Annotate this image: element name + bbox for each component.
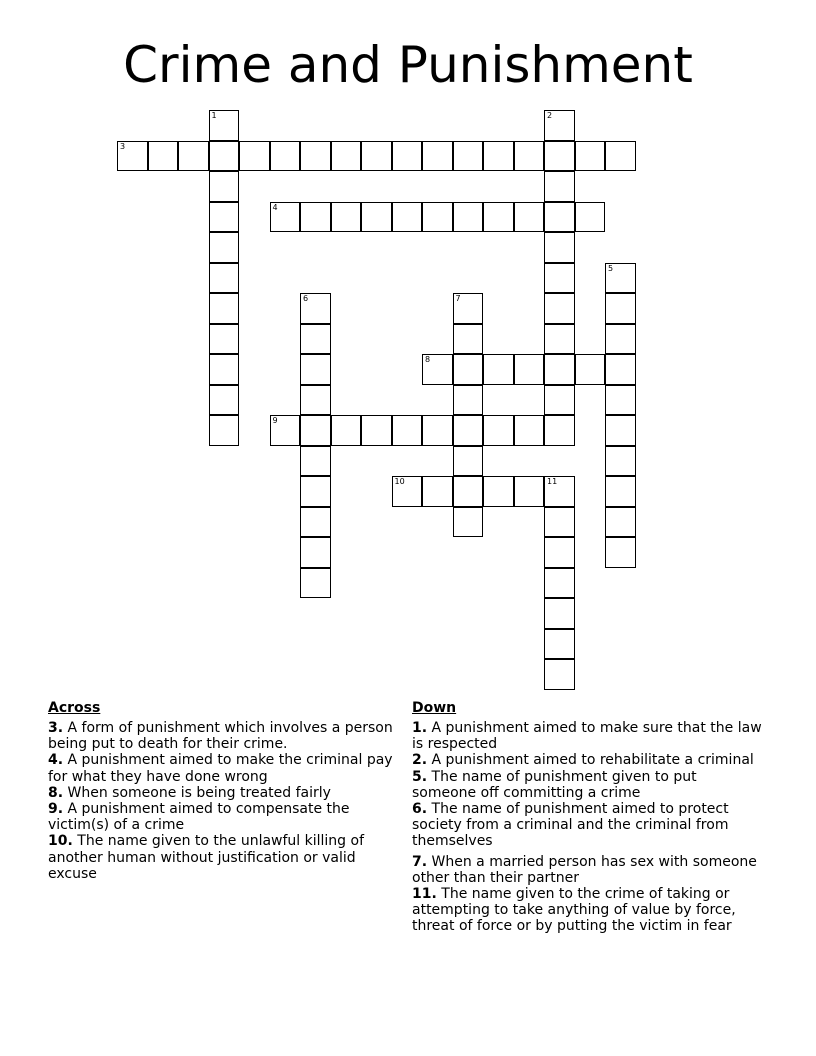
grid-cell[interactable] (392, 415, 423, 446)
down-clue-11 (412, 886, 762, 935)
across-clue-8 (48, 785, 393, 801)
cell-number: 7 (455, 294, 461, 303)
grid-cell[interactable] (605, 293, 636, 324)
clue-text: A punishment aimed to rehabilitate a criminal (431, 752, 754, 769)
across-heading: Across (48, 700, 101, 716)
grid-cell[interactable] (544, 415, 575, 446)
grid-cell[interactable] (453, 385, 484, 416)
clue-text: A punishment aimed to compensate the victim(s) of a crime (48, 801, 350, 834)
cell-number: 5 (608, 263, 614, 273)
grid-cell[interactable] (300, 354, 331, 385)
down-heading: Down (412, 700, 457, 716)
grid-cell[interactable] (300, 293, 331, 324)
across-clue-3 (48, 720, 393, 752)
grid-cell[interactable] (605, 507, 636, 538)
clue-number: 11. (412, 886, 437, 903)
grid-cell[interactable] (209, 141, 240, 172)
grid-cell[interactable] (300, 415, 331, 446)
grid-cell[interactable] (544, 324, 575, 355)
grid-cell[interactable] (453, 507, 484, 538)
grid-cell[interactable] (300, 141, 331, 172)
grid-cell[interactable] (514, 354, 545, 385)
grid-cell[interactable] (117, 141, 148, 172)
grid-cell[interactable] (239, 141, 270, 172)
across-clue-9 (48, 801, 393, 833)
grid-cell[interactable] (514, 202, 545, 233)
grid-cell[interactable] (453, 324, 484, 355)
grid-cell[interactable] (544, 568, 575, 599)
grid-cell[interactable] (544, 293, 575, 324)
down-clues (412, 700, 762, 935)
grid-cell[interactable] (605, 446, 636, 477)
page-title: Crime and Punishment (123, 36, 693, 94)
down-clue-1 (412, 720, 762, 752)
grid-cell[interactable] (422, 354, 453, 385)
grid-cell[interactable] (209, 324, 240, 355)
grid-cell[interactable] (270, 202, 301, 233)
across-clue-10 (48, 833, 393, 882)
cell-number: 8 (425, 355, 431, 364)
grid-cell[interactable] (361, 141, 392, 172)
grid-cell[interactable] (300, 476, 331, 507)
grid-cell[interactable] (544, 263, 575, 294)
grid-cell[interactable] (422, 476, 453, 507)
grid-cell[interactable] (422, 141, 453, 172)
clue-number: 4. (48, 752, 64, 769)
grid-cell[interactable] (300, 537, 331, 568)
clue-number: 8. (48, 784, 64, 801)
grid-cell[interactable] (605, 385, 636, 416)
grid-cell[interactable] (544, 354, 575, 385)
grid-cell[interactable] (453, 446, 484, 477)
grid-cell[interactable] (209, 415, 240, 446)
grid-cell[interactable] (453, 354, 484, 385)
grid-cell[interactable] (483, 354, 514, 385)
crossword-grid (117, 110, 639, 693)
cell-number: 3 (120, 141, 126, 151)
grid-cell[interactable] (605, 476, 636, 507)
clue-text: When someone is being treated fairly (67, 784, 331, 801)
grid-cell[interactable] (270, 415, 301, 446)
cell-number: 6 (303, 294, 309, 303)
grid-cell[interactable] (392, 476, 423, 507)
clue-number: 9. (48, 801, 64, 818)
grid-cell[interactable] (331, 202, 362, 233)
cell-number: 1 (211, 111, 217, 120)
grid-cell[interactable] (453, 415, 484, 446)
down-clue-5 (412, 769, 762, 801)
down-clue-7 (412, 854, 762, 886)
clue-number: 6. (412, 801, 428, 818)
grid-cell[interactable] (605, 415, 636, 446)
grid-cell[interactable] (331, 141, 362, 172)
clue-text: The name given to the unlawful killing of another human without justification or valid excuse (48, 833, 365, 882)
clue-text: A punishment aimed to make sure that the law is respected (412, 720, 762, 753)
grid-cell[interactable] (209, 202, 240, 233)
grid-cell[interactable] (544, 141, 575, 172)
grid-cell[interactable] (544, 202, 575, 233)
grid-cell[interactable] (514, 141, 545, 172)
grid-cell[interactable] (544, 598, 575, 629)
grid-cell[interactable] (300, 446, 331, 477)
grid-cell[interactable] (544, 629, 575, 660)
grid-cell[interactable] (209, 263, 240, 294)
clue-number: 3. (48, 720, 64, 736)
grid-cell[interactable] (605, 354, 636, 385)
grid-cell[interactable] (605, 141, 636, 172)
grid-cell[interactable] (605, 263, 636, 294)
grid-cell[interactable] (300, 568, 331, 599)
clue-text: A form of punishment which involves a person being put to death for their crime. (48, 720, 393, 753)
grid-cell[interactable] (392, 141, 423, 172)
grid-cell[interactable] (544, 385, 575, 416)
grid-cell[interactable] (361, 415, 392, 446)
clue-number: 2. (412, 752, 428, 769)
grid-cell[interactable] (514, 476, 545, 507)
grid-cell[interactable] (544, 537, 575, 568)
clue-text: The name of punishment aimed to protect society from a criminal and the criminal from themselves (412, 801, 729, 850)
clue-number: 7. (412, 853, 428, 870)
clue-text: The name of punishment given to put someone off committing a crime (412, 768, 697, 801)
cell-number: 9 (272, 416, 278, 425)
grid-cell[interactable] (331, 415, 362, 446)
grid-cell[interactable] (483, 202, 514, 233)
grid-cell[interactable] (209, 171, 240, 202)
cell-number: 4 (272, 202, 278, 212)
grid-cell[interactable] (544, 476, 575, 507)
grid-cell[interactable] (483, 141, 514, 172)
grid-cell[interactable] (300, 385, 331, 416)
grid-cell[interactable] (453, 202, 484, 233)
cell-number: 11 (547, 477, 558, 486)
grid-cell[interactable] (209, 385, 240, 416)
grid-cell[interactable] (544, 171, 575, 202)
grid-cell[interactable] (422, 415, 453, 446)
grid-cell[interactable] (270, 141, 301, 172)
down-clue-2 (412, 752, 762, 768)
across-clues (48, 700, 393, 882)
clue-text: When a married person has sex with someone other than their partner (412, 853, 757, 886)
cell-number: 10 (394, 477, 405, 486)
grid-cell[interactable] (209, 110, 240, 141)
clue-text: The name given to the crime of taking or attempting to take anything of value by force, threat of force or by putting the victim in fear (412, 886, 736, 935)
grid-cell[interactable] (209, 232, 240, 263)
grid-cell[interactable] (544, 110, 575, 141)
grid-cell[interactable] (575, 354, 606, 385)
across-clue-4 (48, 752, 393, 784)
grid-cell[interactable] (209, 293, 240, 324)
grid-cell[interactable] (575, 202, 606, 233)
grid-cell[interactable] (300, 324, 331, 355)
clue-number: 10. (48, 833, 73, 850)
down-clue-6 (412, 801, 762, 850)
grid-cell[interactable] (392, 202, 423, 233)
clue-number: 5. (412, 768, 428, 785)
grid-cell[interactable] (483, 415, 514, 446)
grid-cell[interactable] (209, 354, 240, 385)
grid-cell[interactable] (453, 141, 484, 172)
grid-cell[interactable] (544, 232, 575, 263)
grid-cell[interactable] (422, 202, 453, 233)
grid-cell[interactable] (514, 415, 545, 446)
grid-cell[interactable] (453, 476, 484, 507)
grid-cell[interactable] (544, 659, 575, 690)
grid-cell[interactable] (300, 202, 331, 233)
grid-cell[interactable] (605, 537, 636, 568)
clue-number: 1. (412, 720, 428, 736)
grid-cell[interactable] (483, 476, 514, 507)
cell-number: 2 (547, 111, 553, 120)
grid-cell[interactable] (575, 141, 606, 172)
grid-cell[interactable] (453, 293, 484, 324)
grid-cell[interactable] (605, 324, 636, 355)
grid-cell[interactable] (178, 141, 209, 172)
grid-cell[interactable] (361, 202, 392, 233)
clue-text: A punishment aimed to make the criminal pay for what they have done wrong (48, 752, 393, 785)
grid-cell[interactable] (148, 141, 179, 172)
grid-cell[interactable] (300, 507, 331, 538)
grid-cell[interactable] (544, 507, 575, 538)
